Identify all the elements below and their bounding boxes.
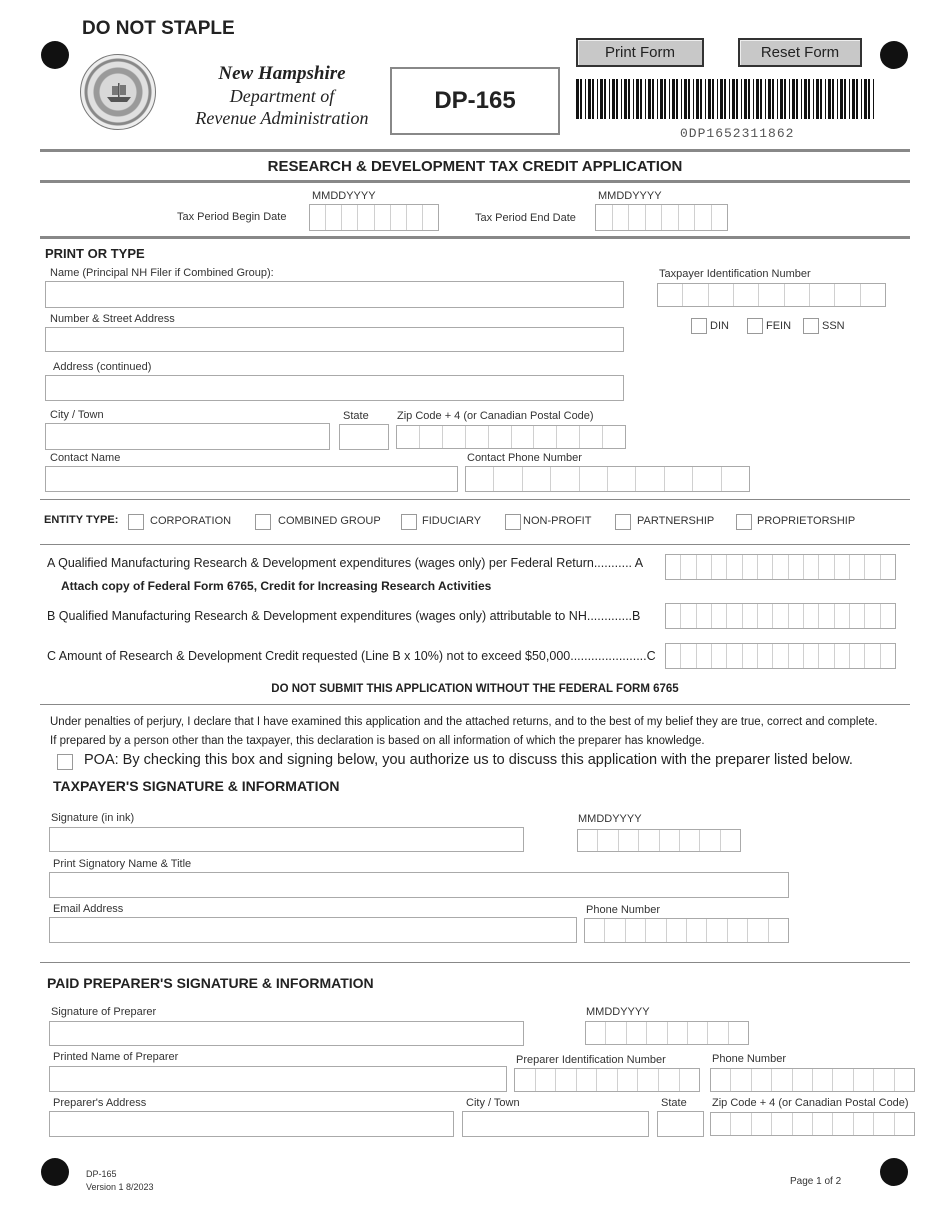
preparer-zip-input[interactable] xyxy=(710,1112,915,1136)
name-input[interactable] xyxy=(45,281,624,308)
preparer-phone-input[interactable] xyxy=(710,1068,915,1092)
fein-checkbox[interactable] xyxy=(747,318,763,334)
preparer-phone-label: Phone Number xyxy=(712,1053,786,1065)
begin-date-label: Tax Period Begin Date xyxy=(177,211,287,223)
state-label: State xyxy=(343,410,369,422)
preparer-signature-heading: PAID PREPARER'S SIGNATURE & INFORMATION xyxy=(47,975,374,991)
registration-mark-bottom-left xyxy=(41,1158,69,1186)
phone-input[interactable] xyxy=(584,918,789,943)
divider xyxy=(40,236,910,239)
poa-checkbox[interactable] xyxy=(57,754,73,770)
poa-text: POA: By checking this box and signing below, you authorize us to discuss this application with the preparer listed below. xyxy=(84,752,853,768)
state-name: New Hampshire xyxy=(218,63,346,84)
reset-form-button[interactable]: Reset Form xyxy=(738,38,862,67)
address2-input[interactable] xyxy=(45,375,624,401)
din-label: DIN xyxy=(710,320,729,332)
fiduciary-label: FIDUCIARY xyxy=(422,515,482,527)
preparer-id-label: Preparer Identification Number xyxy=(516,1054,666,1066)
preparer-address-input[interactable] xyxy=(49,1111,454,1137)
footer-form-id xyxy=(86,1168,154,1194)
form-title: RESEARCH & DEVELOPMENT TAX CREDIT APPLICATION xyxy=(267,158,683,175)
page-number: Page 1 of 2 xyxy=(790,1176,842,1187)
preparer-name-input[interactable] xyxy=(49,1066,507,1092)
contact-name-label: Contact Name xyxy=(50,452,121,464)
tin-input[interactable] xyxy=(657,283,886,307)
state-seal-logo xyxy=(80,54,156,130)
divider xyxy=(40,544,910,545)
ssn-label: SSN xyxy=(822,320,845,332)
federal-form-warning: DO NOT SUBMIT THIS APPLICATION WITHOUT THE FEDERAL FORM 6765 xyxy=(271,683,679,695)
department-name xyxy=(160,62,404,129)
dept-line-3: Revenue Administration xyxy=(195,108,369,128)
divider xyxy=(40,962,910,963)
fiduciary-checkbox[interactable] xyxy=(401,514,417,530)
registration-mark-top-left xyxy=(41,41,69,69)
preparer-id-input[interactable] xyxy=(514,1068,700,1092)
footer-form-number: DP-165 xyxy=(86,1169,117,1179)
entity-type-label: ENTITY TYPE: xyxy=(44,514,119,526)
zip-input[interactable] xyxy=(396,425,626,449)
partnership-label: PARTNERSHIP xyxy=(637,515,715,527)
barcode xyxy=(576,79,879,119)
line-b-text: B Qualified Manufacturing Research & Development expenditures (wages only) attributable to NH.............B xyxy=(47,609,641,623)
print-form-button[interactable]: Print Form xyxy=(576,38,704,67)
partnership-checkbox[interactable] xyxy=(615,514,631,530)
combined-group-checkbox[interactable] xyxy=(255,514,271,530)
tax-period-end-input[interactable] xyxy=(595,204,728,231)
contact-phone-label: Contact Phone Number xyxy=(467,452,582,464)
divider xyxy=(40,499,910,500)
zip-label: Zip Code + 4 (or Canadian Postal Code) xyxy=(397,410,594,422)
email-input[interactable] xyxy=(49,917,577,943)
signature-date-input[interactable] xyxy=(577,829,741,852)
line-c-input[interactable] xyxy=(665,643,896,669)
line-a-input[interactable] xyxy=(665,554,896,580)
tax-period-begin-input[interactable] xyxy=(309,204,439,231)
phone-label: Phone Number xyxy=(586,904,660,916)
contact-name-input[interactable] xyxy=(45,466,458,492)
line-a-text: A Qualified Manufacturing Research & Development expenditures (wages only) per Federal Return........... A xyxy=(47,556,644,570)
ship-icon xyxy=(105,81,133,105)
registration-mark-top-right xyxy=(880,41,908,69)
divider xyxy=(40,704,910,705)
end-date-label: Tax Period End Date xyxy=(475,212,576,224)
city-input[interactable] xyxy=(45,423,330,450)
contact-phone-input[interactable] xyxy=(465,466,750,492)
line-b-input[interactable] xyxy=(665,603,896,629)
signature-label: Signature (in ink) xyxy=(51,812,135,824)
address2-label: Address (continued) xyxy=(53,361,152,373)
preparer-name-label: Printed Name of Preparer xyxy=(53,1051,179,1063)
signature-input[interactable] xyxy=(49,827,524,852)
corporation-label: CORPORATION xyxy=(150,515,232,527)
combined-group-label: COMBINED GROUP xyxy=(278,515,381,527)
end-date-format: MMDDYYYY xyxy=(598,190,662,202)
preparer-state-label: State xyxy=(661,1097,687,1109)
proprietorship-label: PROPRIETORSHIP xyxy=(757,515,856,527)
preparer-zip-label: Zip Code + 4 (or Canadian Postal Code) xyxy=(712,1097,909,1109)
line-a-note: Attach copy of Federal Form 6765, Credit for Increasing Research Activities xyxy=(61,579,492,593)
preparer-address-label: Preparer's Address xyxy=(53,1097,147,1109)
proprietorship-checkbox[interactable] xyxy=(736,514,752,530)
perjury-declaration: Under penalties of perjury, I declare that I have examined this application and the attached returns, and to the best of my belief they are true, correct and complete. If prepared by a person other than the taxpayer, this declaration is based on all information of which the preparer has knowledge. xyxy=(50,716,878,747)
corporation-checkbox[interactable] xyxy=(128,514,144,530)
preparer-date-format: MMDDYYYY xyxy=(586,1006,650,1018)
street-input[interactable] xyxy=(45,327,624,352)
preparer-city-label: City / Town xyxy=(466,1097,520,1109)
divider xyxy=(40,180,910,183)
state-input[interactable] xyxy=(339,424,389,450)
signature-date-format: MMDDYYYY xyxy=(578,813,642,825)
ssn-checkbox[interactable] xyxy=(803,318,819,334)
form-number-box: DP-165 xyxy=(390,67,560,135)
fein-label: FEIN xyxy=(766,320,792,332)
preparer-signature-input[interactable] xyxy=(49,1021,524,1046)
street-label: Number & Street Address xyxy=(50,313,175,325)
registration-mark-bottom-right xyxy=(880,1158,908,1186)
print-name-label: Print Signatory Name & Title xyxy=(53,858,192,870)
email-label: Email Address xyxy=(53,903,124,915)
tin-label: Taxpayer Identification Number xyxy=(659,268,811,280)
print-or-type-label: PRINT OR TYPE xyxy=(45,246,145,261)
dept-line-2: Department of xyxy=(229,86,335,106)
preparer-date-input[interactable] xyxy=(585,1021,749,1045)
preparer-city-input[interactable] xyxy=(462,1111,649,1137)
non-profit-checkbox[interactable] xyxy=(505,514,521,530)
print-name-input[interactable] xyxy=(49,872,789,898)
non-profit-label: NON-PROFIT xyxy=(523,515,592,527)
din-checkbox[interactable] xyxy=(691,318,707,334)
begin-date-format: MMDDYYYY xyxy=(312,190,376,202)
footer-version: Version 1 8/2023 xyxy=(86,1182,154,1192)
line-c-text: C Amount of Research & Development Credit requested (Line B x 10%) not to exceed $50,000......................C xyxy=(47,649,656,663)
taxpayer-signature-heading: TAXPAYER'S SIGNATURE & INFORMATION xyxy=(53,778,340,794)
do-not-staple-notice: DO NOT STAPLE xyxy=(82,18,235,39)
barcode-number: 0DP1652311862 xyxy=(680,126,795,141)
city-label: City / Town xyxy=(50,409,104,421)
name-label: Name (Principal NH Filer if Combined Group): xyxy=(50,267,274,279)
preparer-state-input[interactable] xyxy=(657,1111,704,1137)
divider xyxy=(40,149,910,152)
preparer-signature-label: Signature of Preparer xyxy=(51,1006,157,1018)
